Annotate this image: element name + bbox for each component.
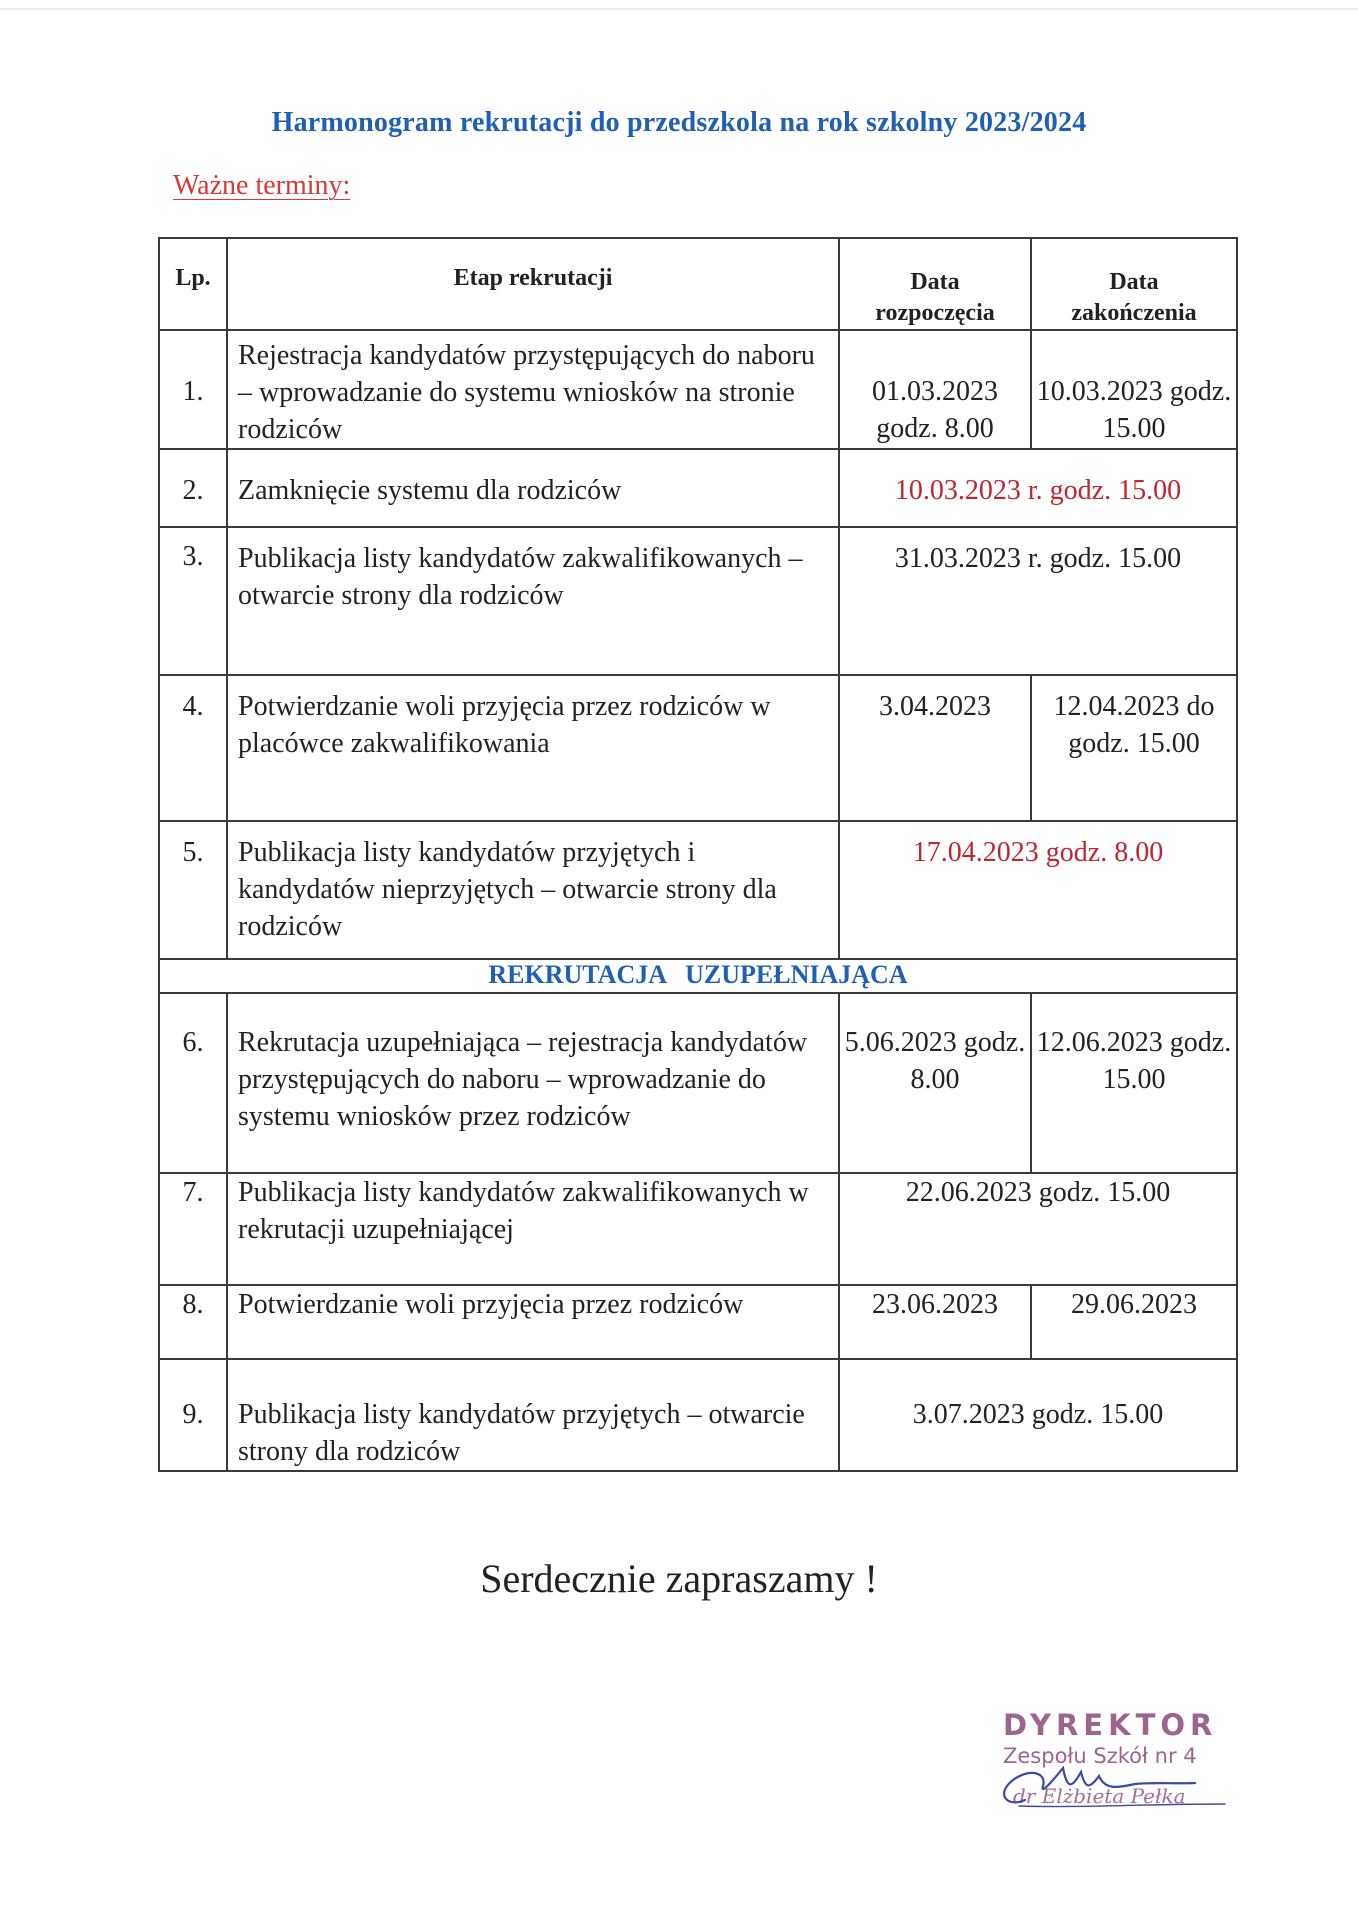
row-stage: Publikacja listy kandydatów przyjętych i kandydatów nieprzyjętych – otwarcie strony dla rodziców [227, 821, 839, 959]
row-start-date: 3.04.2023 [839, 675, 1031, 821]
row-number: 4. [159, 675, 227, 821]
row-date: 10.03.2023 r. godz. 15.00 [839, 449, 1237, 527]
table-row [159, 449, 1237, 527]
table-row [159, 821, 1237, 959]
stamp-title: DYREKTOR [1003, 1708, 1218, 1742]
stamp-school: Zespołu Szkół nr 4 [1003, 1744, 1197, 1768]
header-end-date [1031, 238, 1237, 330]
row-stage: Potwierdzanie woli przyjęcia przez rodziców [227, 1285, 839, 1359]
closing-text: Serdecznie zapraszamy ! [480, 1556, 878, 1601]
page-title: Harmonogram rekrutacji do przedszkola na rok szkolny 2023/2024 [271, 107, 1087, 138]
row-number: 6. [159, 993, 227, 1173]
header-end-line1: Data [1109, 269, 1159, 295]
row-number: 1. [159, 330, 227, 449]
row-date: 3.07.2023 godz. 15.00 [839, 1359, 1237, 1471]
header-start-line2: rozpoczęcia [875, 300, 995, 326]
row-start-date: 5.06.2023 godz. 8.00 [839, 993, 1031, 1173]
stamp-name: dr Elżbieta Pełka [1013, 1784, 1186, 1808]
row-start-date: 01.03.2023 godz. 8.00 [839, 330, 1031, 449]
row-number: 2. [159, 449, 227, 527]
table-row [159, 675, 1237, 821]
row-start-date: 23.06.2023 [839, 1285, 1031, 1359]
row-stage: Publikacja listy kandydatów przyjętych – otwarcie strony dla rodziców [227, 1359, 839, 1471]
row-number: 5. [159, 821, 227, 959]
header-start-line1: Data [910, 269, 960, 295]
row-stage: Rejestracja kandydatów przystępujących do naboru – wprowadzanie do systemu wniosków na stronie rodziców [227, 330, 839, 449]
table-row [159, 527, 1237, 675]
row-date: 31.03.2023 r. godz. 15.00 [839, 527, 1237, 675]
row-number: 7. [159, 1173, 227, 1285]
row-end-date: 12.06.2023 godz. 15.00 [1031, 993, 1237, 1173]
header-lp: Lp. [159, 238, 227, 330]
table-header-row [159, 238, 1237, 330]
table-row [159, 1173, 1237, 1285]
row-stage: Potwierdzanie woli przyjęcia przez rodziców w placówce zakwalifikowania [227, 675, 839, 821]
row-stage: Rekrutacja uzupełniająca – rejestracja kandydatów przystępujących do naboru – wprowadzanie do systemu wniosków przez rodziców [227, 993, 839, 1173]
table-row [159, 1285, 1237, 1359]
header-end-line2: zakończenia [1071, 300, 1197, 326]
table-row [159, 1359, 1237, 1471]
row-end-date: 12.04.2023 do godz. 15.00 [1031, 675, 1237, 821]
row-end-date: 29.06.2023 [1031, 1285, 1237, 1359]
row-date: 17.04.2023 godz. 8.00 [839, 821, 1237, 959]
important-dates-heading: Ważne terminy: [173, 170, 351, 201]
row-stage: Publikacja listy kandydatów zakwalifikowanych w rekrutacji uzupełniającej [227, 1173, 839, 1285]
section-row [159, 959, 1237, 993]
header-start-date [839, 238, 1031, 330]
schedule-table [158, 237, 1238, 1472]
row-number: 9. [159, 1359, 227, 1471]
table-row [159, 330, 1237, 449]
row-number: 8. [159, 1285, 227, 1359]
scan-edge [0, 8, 1358, 10]
row-stage: Zamknięcie systemu dla rodziców [227, 449, 839, 527]
row-date: 22.06.2023 godz. 15.00 [839, 1173, 1237, 1285]
director-stamp [985, 1708, 1235, 1818]
supplementary-recruitment-label: REKRUTACJA UZUPEŁNIAJĄCA [159, 959, 1237, 993]
row-end-date: 10.03.2023 godz. 15.00 [1031, 330, 1237, 449]
row-number: 3. [159, 527, 227, 675]
table-row [159, 993, 1237, 1173]
row-stage: Publikacja listy kandydatów zakwalifikowanych – otwarcie strony dla rodziców [227, 527, 839, 675]
signature-icon [985, 1738, 1235, 1818]
header-stage: Etap rekrutacji [227, 238, 839, 330]
